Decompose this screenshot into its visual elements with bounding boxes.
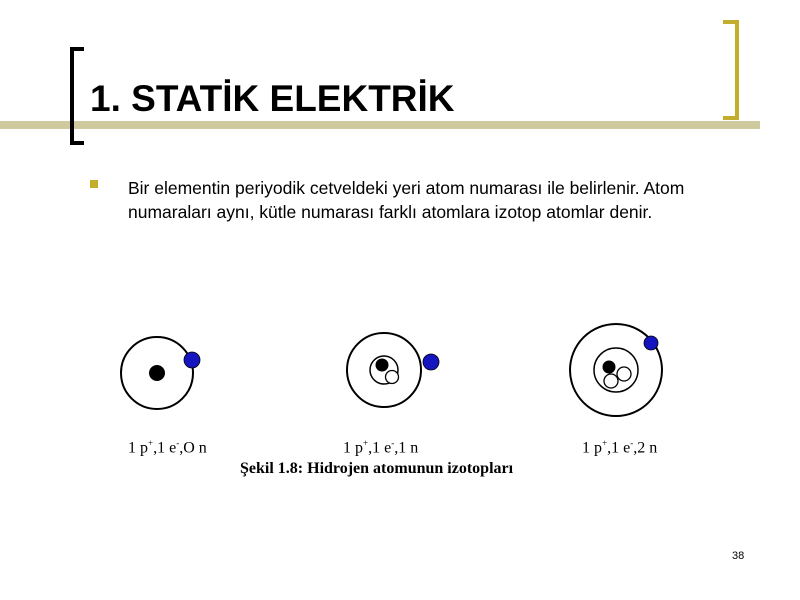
- isotope-figure: [110, 318, 690, 488]
- atom-diagrams: [110, 318, 690, 438]
- right-bracket-decoration: [723, 20, 739, 120]
- bullet-text: Bir elementin periyodik cetveldeki yeri atom numarası ile belirlenir. Atom numaraları aynı, kütle numarası farklı atomlara izotop atomlar denir.: [128, 178, 685, 222]
- electron-3: [644, 336, 658, 350]
- neutron-3b: [604, 374, 618, 388]
- page-number: 38: [732, 550, 745, 562]
- electron-2: [423, 354, 439, 370]
- proton-2: [376, 359, 389, 372]
- atom-label-2: 1 p+,1 e-,1 n: [343, 438, 419, 457]
- atom-deuterium: [347, 333, 439, 407]
- bullet-square-icon: [90, 180, 98, 188]
- proton-3: [603, 361, 616, 374]
- neutron-2: [386, 371, 399, 384]
- electron-1: [184, 352, 200, 368]
- figure-caption: Şekil 1.8: Hidrojen atomunun izotopları: [240, 460, 514, 477]
- atom-protium: [121, 337, 200, 409]
- slide-title: 1. STATİK ELEKTRİK: [90, 78, 455, 119]
- proton-1: [149, 365, 165, 381]
- atom-label-3: 1 p+,1 e-,2 n: [582, 438, 658, 457]
- atom-tritium: [570, 324, 662, 416]
- left-bracket-decoration: [70, 47, 84, 145]
- atom-label-1: 1 p+,1 e-,O n: [128, 438, 207, 457]
- neutron-3a: [617, 367, 631, 381]
